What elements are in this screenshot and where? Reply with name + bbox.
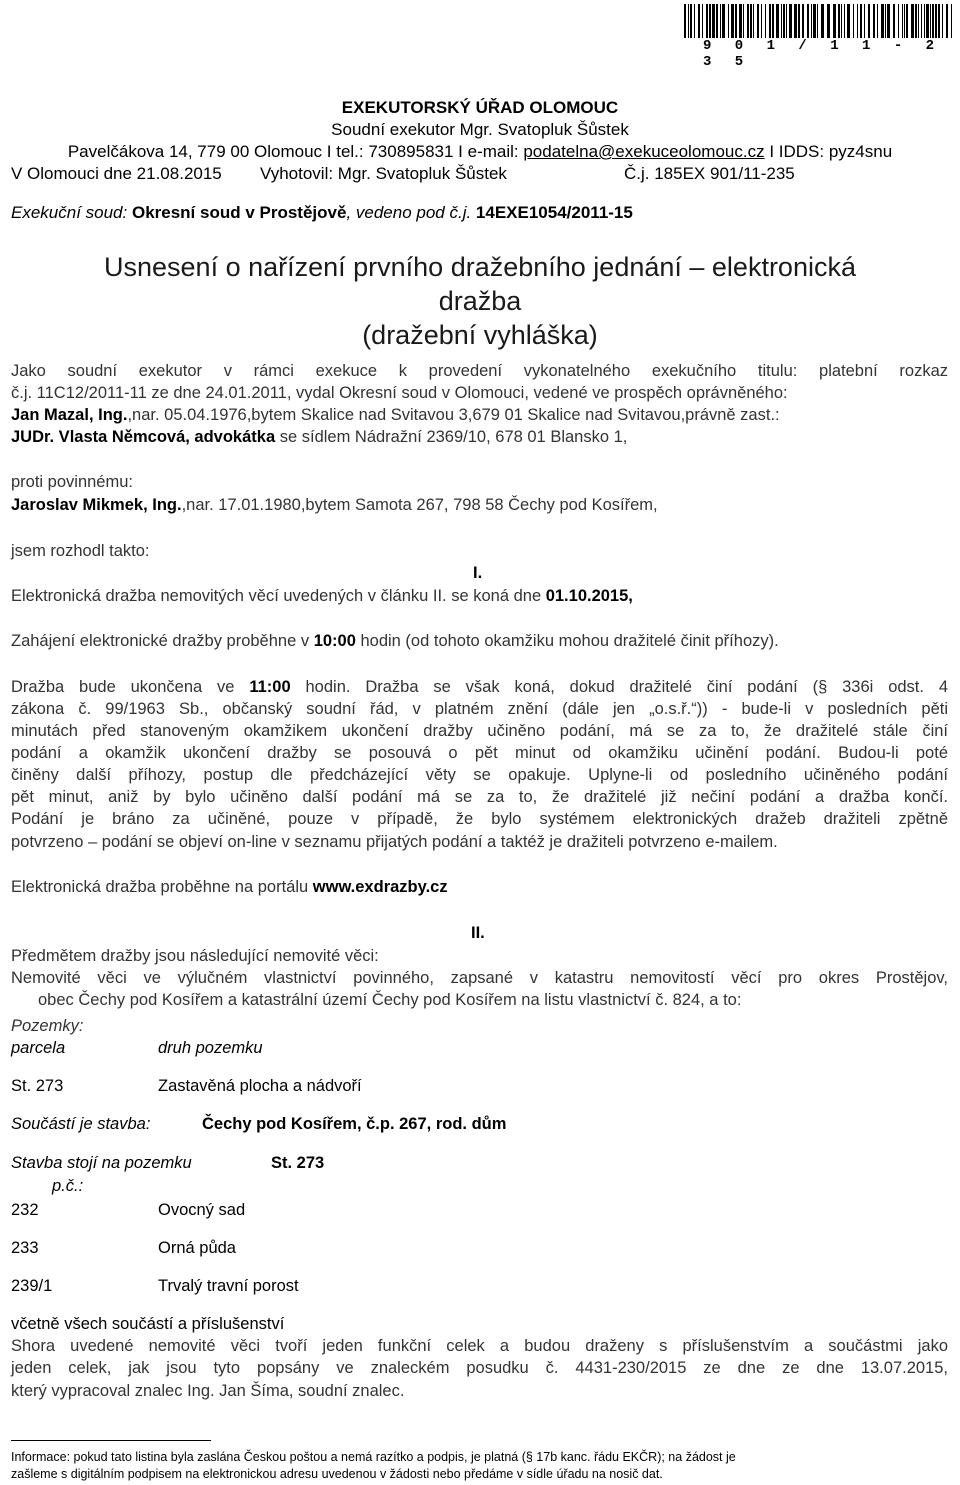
representative-line: [11, 427, 627, 447]
barcode-bar: [750, 4, 752, 38]
end-text-a: Dražba bude ukončena ve: [11, 678, 250, 696]
creditor-line: [11, 405, 780, 425]
barcode-bar: [827, 4, 830, 38]
stands-on-value: St. 273: [271, 1154, 325, 1172]
land-row-number: 232: [11, 1201, 39, 1219]
column-parcel: parcela: [11, 1039, 66, 1057]
land-row-number: 239/1: [11, 1277, 53, 1295]
barcode-bar: [794, 4, 797, 38]
rules-line2: zákona č. 99/1963 Sb., občanský soudní řád, v platném znění (dále jen „o.s.ř.“)) - bude-li v posledních pěti: [11, 700, 948, 718]
court-ref-label: , vedeno pod č.j.: [346, 203, 476, 222]
place-date: V Olomouci dne 21.08.2015: [11, 164, 222, 183]
barcode-bar: [802, 4, 804, 38]
document-subtitle: (dražební vyhláška): [362, 320, 598, 350]
intro-line1: Jako soudní exekutor v rámci exekuce k provedení vykonatelného exekučního titulu: platební rozkaz: [11, 362, 948, 380]
barcode-bar: [885, 4, 886, 38]
creditor-details: ,nar. 05.04.1976,bytem Skalice nad Svitavou 3,679 01 Skalice nad Svitavou,právně zast.:: [127, 406, 780, 424]
rules-line3: minutách před stanoveným okamžikem ukončení dražby učiněno podání, má se za to, že dražitelé stále činí: [11, 722, 948, 740]
section-2-heading: II.: [471, 924, 485, 942]
unit-line2: jeden celek, jak jsou tyto popsány ve znaleckém posudku č. 4431-230/2015 ze dne ze dne 13.07.2015,: [11, 1359, 948, 1377]
executor-name: Soudní exekutor Mgr. Svatopluk Šůstek: [331, 120, 629, 139]
parcel-type: Zastavěná plocha a nádvoří: [158, 1077, 362, 1095]
start-text-a: Zahájení elektronické dražby proběhne v: [11, 632, 314, 650]
barcode-bar: [712, 4, 715, 38]
parcel-no-label: p.č.:: [52, 1177, 84, 1195]
barcode-bar: [694, 4, 695, 38]
barcode-bar: [946, 4, 948, 38]
court-name: Okresní soud v Prostějově: [131, 203, 347, 222]
barcode-text: 9 0 1 / 1 1 - 2 3 5: [703, 38, 942, 70]
barcode-bar: [735, 4, 737, 38]
barcode-bar: [898, 4, 899, 38]
barcode-bar: [776, 4, 779, 38]
end-line: [11, 677, 948, 697]
barcode-bar: [877, 4, 878, 38]
land-row-type: Orná půda: [158, 1239, 236, 1257]
barcode-bar: [753, 4, 754, 38]
start-time: 10:00: [313, 632, 356, 650]
barcode-bar: [833, 4, 836, 38]
footer-line1: Informace: pokud tato listina byla zaslána Českou poštou a nemá razítko a podpis, je platná (§ 17b kanc. řádu EKČR); na žádost je: [11, 1450, 736, 1464]
court-label: Exekuční soud:: [11, 203, 132, 222]
barcode-bar: [887, 4, 890, 38]
end-time: 11:00: [249, 678, 291, 696]
land-row-type: Ovocný sad: [158, 1201, 246, 1219]
barcode-bar: [938, 4, 940, 38]
court-line: [11, 203, 633, 223]
barcode-bar: [853, 4, 854, 38]
barcode-bar: [813, 4, 816, 38]
debtor-line: [11, 495, 658, 515]
parcel-number: St. 273: [11, 1077, 64, 1095]
section-1-heading: I.: [473, 564, 483, 582]
barcode-bar: [838, 4, 840, 38]
unit-line1: Shora uvedené nemovité věci tvoří jeden funkční celek a budou draženy s příslušenstvím a součástmi jako: [11, 1337, 948, 1355]
barcode-bar: [873, 4, 875, 38]
barcode-bar: [811, 4, 812, 38]
barcode-bar: [807, 4, 809, 38]
barcode-bar: [868, 4, 870, 38]
barcode-bar: [709, 4, 711, 38]
portal-line: [11, 877, 448, 897]
barcode-bar: [921, 4, 922, 38]
barcode-bar: [690, 4, 692, 38]
barcode-bar: [786, 4, 787, 38]
barcode-bar: [765, 4, 766, 38]
column-land-type: druh pozemku: [158, 1039, 263, 1057]
auction-date-line: [11, 586, 633, 606]
land-row-type: Trvalý travní porost: [158, 1277, 299, 1295]
barcode-bar: [844, 4, 845, 38]
barcode-bar: [942, 4, 943, 38]
decided-label: jsem rozhodl takto:: [11, 542, 150, 560]
barcode-bar: [841, 4, 842, 38]
barcode-bar: [789, 4, 792, 38]
barcode-bar: [881, 4, 884, 38]
barcode-bar: [783, 4, 785, 38]
barcode-bar: [684, 4, 686, 38]
barcode-bar: [706, 4, 708, 38]
court-ref: 14EXE1054/2011-15: [475, 203, 633, 222]
barcode-bar: [739, 4, 742, 38]
end-text-b: hodin. Dražba se však koná, dokud dražitelé činí podání (§ 336i odst. 4: [290, 678, 948, 696]
barcode-bar: [906, 4, 908, 38]
barcode-bar: [857, 4, 858, 38]
barcode-bar: [798, 4, 800, 38]
office-name: EXEKUTORSKÝ ÚŘAD OLOMOUC: [341, 98, 619, 117]
start-line: [11, 631, 779, 651]
barcode-bar: [761, 4, 762, 38]
contact-line: [0, 142, 960, 162]
rules-line6: pět minut, aniž by bylo učiněno další podání má se za to, že dražitelé již nečiní podání a dražba končí.: [11, 788, 948, 806]
barcode-bar: [926, 4, 929, 38]
barcode-bar: [743, 4, 744, 38]
representative-details: se sídlem Nádražní 2369/10, 678 01 Blansko 1,: [275, 428, 628, 446]
barcode-bar: [747, 4, 749, 38]
rules-line4: podání a okamžik ukončení dražby se posouvá o pět minut od okamžiku učinění podání. Budou-li poté: [11, 744, 948, 762]
barcode-bar: [702, 4, 703, 38]
barcode-bar: [817, 4, 818, 38]
barcode-bar: [930, 4, 931, 38]
rules-line5: činěny další příhozy, postup dle předcházející věty se opakuje. Uplyne-li od posledního učiněného podání: [11, 766, 948, 784]
document-title-line1: Usnesení o nařízení prvního dražebního jednání – elektronická: [104, 252, 856, 282]
barcode-bar: [864, 4, 865, 38]
debtor-name: Jaroslav Mikmek, Ing.: [11, 496, 182, 514]
barcode-bar: [932, 4, 934, 38]
portal-text: Elektronická dražba proběhne na portálu: [11, 878, 313, 896]
barcode-bar: [716, 4, 718, 38]
ids-text: I IDDS: pyz4snu: [764, 142, 893, 161]
land-row-number: 233: [11, 1239, 39, 1257]
footer-divider: [11, 1440, 211, 1441]
auction-date: 01.10.2015,: [545, 587, 633, 605]
barcode-bar: [893, 4, 895, 38]
barcode-bar: [720, 4, 721, 38]
barcode-bar: [688, 4, 689, 38]
creditor-name: Jan Mazal, Ing.: [11, 406, 128, 424]
barcode-bar: [924, 4, 925, 38]
including-line: včetně všech součástí a příslušenství: [11, 1315, 285, 1333]
component-value: Čechy pod Kosířem, č.p. 267, rod. dům: [202, 1115, 507, 1133]
rules-line7: Podání je bráno za učiněné, pouze v případě, že bylo systémem elektronických dražeb dražiteli zpětně: [11, 810, 948, 828]
barcode-bar: [904, 4, 905, 38]
reference-number: Č.j. 185EX 901/11-235: [624, 164, 795, 183]
representative-name: JUDr. Vlasta Němcová, advokátka: [11, 428, 276, 446]
barcode-bar: [847, 4, 850, 38]
barcode-bar: [915, 4, 917, 38]
debtor-details: ,nar. 17.01.1980,bytem Samota 267, 798 58 Čechy pod Kosířem,: [181, 496, 658, 514]
land-label: Pozemky:: [11, 1017, 84, 1035]
barcode-bar: [902, 4, 903, 38]
against-label: proti povinnému:: [11, 473, 133, 491]
property-line1: Nemovité věci ve výlučném vlastnictví povinného, zapsané v katastru nemovitostí věcí pro okres Prostějov,: [11, 969, 948, 987]
component-label: Součástí je stavba:: [11, 1115, 151, 1133]
document-title-line2: dražba: [438, 286, 522, 316]
start-text-b: hodin (od tohoto okamžiku mohou dražitelé činit příhozy).: [355, 632, 779, 650]
barcode-bar: [821, 4, 824, 38]
barcode-bar: [860, 4, 862, 38]
barcode-bar: [781, 4, 782, 38]
prepared-by: Vyhotovil: Mgr. Svatopluk Šůstek: [260, 164, 507, 183]
portal-url[interactable]: www.exdrazby.cz: [312, 878, 448, 896]
barcode-bar: [918, 4, 919, 38]
auction-date-text: Elektronická dražba nemovitých věcí uvedených v článku II. se koná dne: [11, 587, 546, 605]
subject-line: Předmětem dražby jsou následující nemovité věci:: [11, 947, 379, 965]
barcode-bar: [951, 4, 952, 38]
barcode-bar: [757, 4, 759, 38]
barcode-bar: [772, 4, 774, 38]
barcode-bar: [769, 4, 771, 38]
barcode: [684, 4, 952, 38]
property-line2: obec Čechy pod Kosířem a katastrální území Čechy pod Kosířem na listu vlastnictví č. 824, a to:: [38, 991, 742, 1009]
unit-line3: který vypracoval znalec Ing. Jan Šíma, soudní znalec.: [11, 1382, 405, 1400]
footer-line2: zašleme s digitálním podpisem na elektronickou adresu uvedenou v žádosti nebo předáme v sídle úřadu na nosič dat.: [11, 1467, 663, 1481]
barcode-bar: [911, 4, 914, 38]
intro-line2: č.j. 11C12/2011-11 ze dne 24.01.2011, vydal Okresní soud v Olomouci, vedené ve prospěch oprávněného:: [11, 384, 788, 402]
barcode-bar: [731, 4, 734, 38]
barcode-bar: [935, 4, 937, 38]
barcode-bar: [698, 4, 700, 38]
email-link[interactable]: podatelna@exekuceolomouc.cz: [523, 142, 765, 161]
barcode-bar: [722, 4, 725, 38]
stands-on-label: Stavba stojí na pozemku: [11, 1154, 192, 1172]
rules-line8: potvrzeno – podání se objeví on-line v seznamu přijatých podání a taktéž je dražiteli potvrzeno e-mailem.: [11, 833, 778, 851]
address-text: Pavelčákova 14, 779 00 Olomouc I tel.: 730895831 I e-mail:: [67, 142, 524, 161]
barcode-bar: [728, 4, 729, 38]
